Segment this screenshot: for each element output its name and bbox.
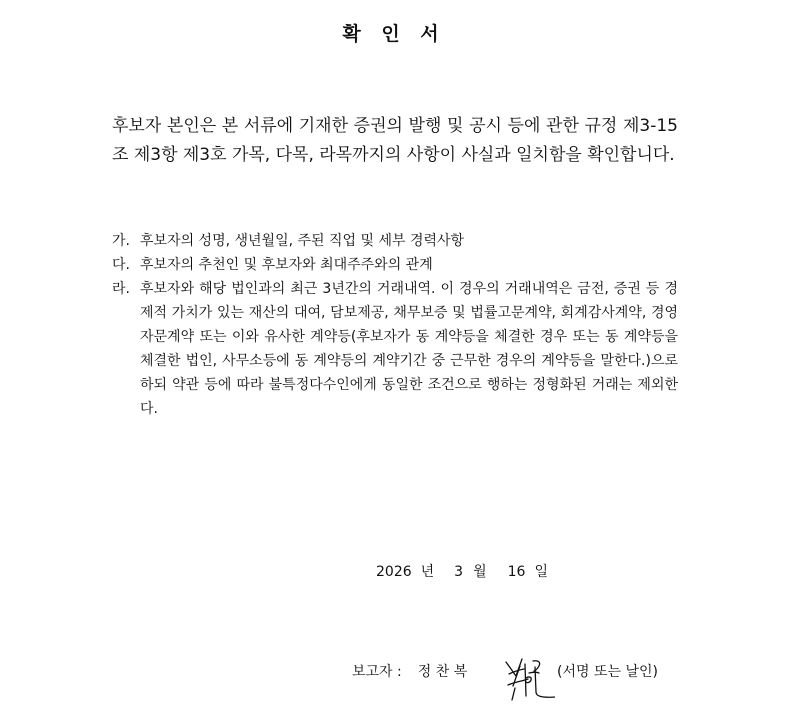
reporter-name: 정 찬 복 xyxy=(417,664,468,680)
item-text: 후보자와 해당 법인과의 최근 3년간의 거래내역. 이 경우의 거래내역은 금전, 증권 등 경제적 가치가 있는 재산의 대여, 담보제공, 채무보증 및 법률고문계약, 회계감사계약, 경영자문계약 또는 이와 유사한 계약등(후보자가 동 계약등을 체결한 경우 또는 동 계약등을 체결한 법인, 사무소등에 동 계약등의 계약기간 중 근무한 경우의 계약등을 말한다.)으로 하되 약관 등에 따라 불특정다수인에게 동일한 조건으로 행하는 정형화된 거래는 제외한다. xyxy=(140,281,679,417)
item-marker: 라. xyxy=(112,281,130,297)
list-item xyxy=(112,253,678,277)
item-text: 후보자의 추천인 및 후보자와 최대주주와의 관계 xyxy=(140,257,433,273)
handwritten-signature xyxy=(503,652,555,704)
item-list xyxy=(112,229,678,421)
list-item xyxy=(112,277,678,421)
date-month: 3 xyxy=(454,564,464,580)
date-day: 16 xyxy=(507,564,526,580)
reporter-label: 보고자 : xyxy=(352,664,402,680)
date-day-unit: 일 xyxy=(534,564,548,580)
date-year: 2026 xyxy=(376,564,412,580)
item-text: 후보자의 성명, 생년월일, 주된 직업 및 세부 경력사항 xyxy=(140,233,465,249)
list-item xyxy=(112,229,678,253)
date-year-unit: 년 xyxy=(420,564,435,580)
item-marker: 다. xyxy=(112,257,130,273)
page-title: 확 인 서 xyxy=(342,23,446,45)
reporter-line xyxy=(352,662,467,682)
signature-note: (서명 또는 날인) xyxy=(557,664,658,680)
date-line xyxy=(376,562,548,582)
date-month-unit: 월 xyxy=(473,564,487,580)
item-marker: 가. xyxy=(112,233,130,249)
confirmation-statement: 후보자 본인은 본 서류에 기재한 증권의 발행 및 공시 등에 관한 규정 제3-15조 제3항 제3호 가목, 다목, 라목까지의 사항이 사실과 일치함을 확인합니다. xyxy=(112,116,678,165)
